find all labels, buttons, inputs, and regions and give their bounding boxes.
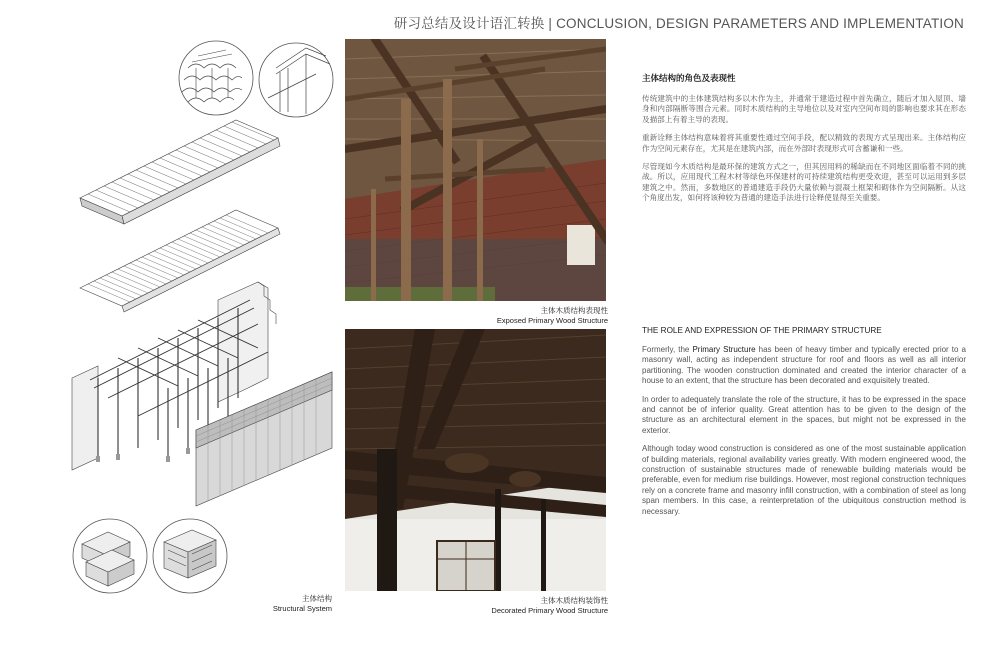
paragraph-en-1-post: has been of heavy timber and typically erected prior to a masonry wall, acting as independent structure for roof and floors as well as all interior partitioning. The wooden construction dominated and created the interior character of a house to an extent, that the structure has been decorated and exquisitely treated. bbox=[642, 345, 967, 386]
structural-system-caption bbox=[240, 594, 332, 614]
caption-en: Exposed Primary Wood Structure bbox=[496, 316, 608, 325]
lattice-screen-panel bbox=[196, 372, 332, 506]
paragraph-cn-3: 尽管现如今木质结构是最环保的建筑方式之一，但其因用料的稀缺而在不同地区面临着不同的挑战。所以，应用现代工程木材等绿色环保建材的可持续建筑结构更受欢迎，甚至可以运用到多层建筑之中。然而，多数地区的普通建造手段仍大量依赖与混凝土框架和砌体作为空间隔断。从这个角度出发，如何将该种较为普通的建造手法进行诠释使显得至关重要。 bbox=[642, 162, 966, 203]
primary-structure-highlight: Primary Structure bbox=[692, 345, 756, 354]
exposed-wood-structure-photo bbox=[345, 39, 606, 301]
paragraph-en-2: In order to adequately translate the role of the structure, it has to be expressed in the space and cannot be of inferior quality. Great attention has to be given to the design of the structure as an architectural element in the spaces, but might not be expressed in the exterior. bbox=[642, 394, 966, 435]
paragraph-cn-1: 传统建筑中的主体建筑结构多以木作为主，并通常于建造过程中首先确立，随后才加入屋顶、墙身和内部隔断等围合元素。同时木质结构的主导地位以及对室内空间布局的影响也要求其在形态及描部上有着主导的表现。 bbox=[642, 94, 966, 124]
chinese-text-section bbox=[642, 72, 966, 212]
decorated-wood-caption bbox=[466, 596, 608, 616]
page-header-title: 研习总结及设计语汇转换 | CONCLUSION, DESIGN PARAMETERS AND IMPLEMENTATION bbox=[393, 16, 964, 31]
caption-cn: 主体木质结构表现性 bbox=[540, 306, 608, 315]
paragraph-en-1-pre: Formerly, the bbox=[642, 345, 693, 354]
paragraph-en-3: Although today wood construction is considered as one of the most sustainable application of building materials, regional availability varies greatly. With modern engineered wood, the construction of sustainable structures made of renewable building materials would be preferable, even for medium rise buildings. However, most regional construction techniques rely on a concrete frame and masonry infill construction, with a combination of steel as long span members. In this case, a reinterpretation of the ubiquitous construction method is necessary. bbox=[642, 444, 966, 516]
caption-cn: 主体木质结构装饰性 bbox=[540, 596, 608, 605]
exposed-wood-caption bbox=[466, 306, 608, 326]
roof-tile-detail-circle bbox=[179, 41, 253, 115]
section-title-cn: 主体结构的角色及表现性 bbox=[642, 73, 736, 83]
roof-edge-detail-circle bbox=[259, 43, 333, 117]
section-title-en: THE ROLE AND EXPRESSION OF THE PRIMARY STRUCTURE bbox=[642, 326, 882, 335]
caption-cn: 主体结构 bbox=[302, 594, 332, 603]
caption-en: Decorated Primary Wood Structure bbox=[491, 606, 608, 615]
structural-axonometric-drawing bbox=[68, 38, 338, 598]
decorated-wood-structure-illustration bbox=[345, 329, 606, 591]
paragraph-cn-2: 重新诠释主体结构意味着将其重要性通过空间手段，配以精致的表现方式呈现出来。主体结构应作为空间元素存在，尤其是在建筑内部，而在外部时表现形式可含蓄谦和一些。 bbox=[642, 133, 966, 153]
decorated-wood-structure-photo bbox=[345, 329, 606, 591]
english-text-section bbox=[642, 326, 966, 525]
structural-diagrams bbox=[68, 38, 338, 598]
caption-en: Structural System bbox=[272, 604, 332, 613]
paragraph-en-1 bbox=[642, 345, 966, 387]
brick-detail-circle-right bbox=[153, 519, 227, 593]
exposed-wood-structure-illustration bbox=[345, 39, 606, 301]
roof-tile-layer bbox=[80, 120, 280, 224]
brick-detail-circle-left bbox=[73, 519, 147, 593]
